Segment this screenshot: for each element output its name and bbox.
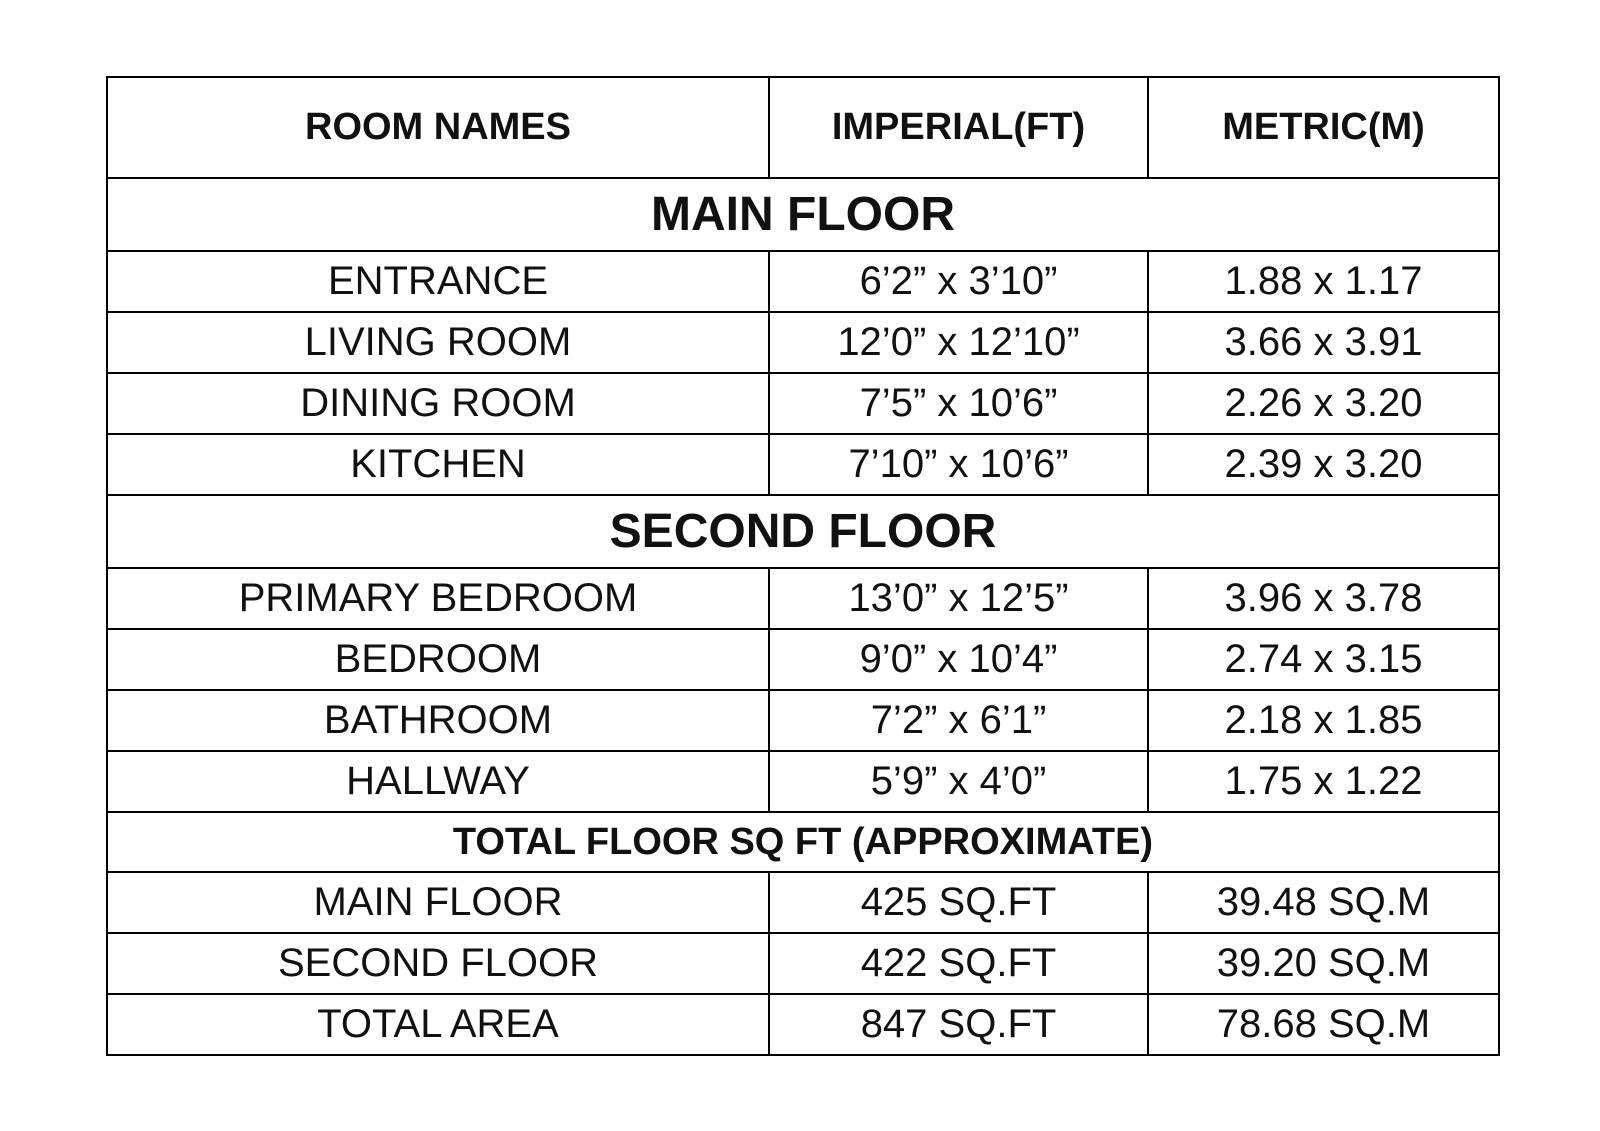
room-imperial: 12’0” x 12’10” <box>769 312 1148 373</box>
header-imperial: IMPERIAL(FT) <box>769 77 1148 178</box>
room-imperial: 13’0” x 12’5” <box>769 568 1148 629</box>
room-metric: 2.74 x 3.15 <box>1148 629 1499 690</box>
table-row <box>107 568 1499 629</box>
table-row <box>107 872 1499 933</box>
section-totals <box>107 812 1499 872</box>
table-row <box>107 751 1499 812</box>
table-row <box>107 251 1499 312</box>
table-row <box>107 933 1499 994</box>
table-header-row <box>107 77 1499 178</box>
room-metric: 2.26 x 3.20 <box>1148 373 1499 434</box>
room-name: KITCHEN <box>107 434 769 495</box>
total-metric: 78.68 SQ.M <box>1148 994 1499 1055</box>
room-metric: 1.88 x 1.17 <box>1148 251 1499 312</box>
total-name: SECOND FLOOR <box>107 933 769 994</box>
room-metric: 2.39 x 3.20 <box>1148 434 1499 495</box>
room-name: HALLWAY <box>107 751 769 812</box>
room-imperial: 6’2” x 3’10” <box>769 251 1148 312</box>
room-name: BEDROOM <box>107 629 769 690</box>
room-metric: 3.96 x 3.78 <box>1148 568 1499 629</box>
room-imperial: 7’2” x 6’1” <box>769 690 1148 751</box>
room-dimensions-table <box>106 76 1500 1056</box>
room-metric: 2.18 x 1.85 <box>1148 690 1499 751</box>
room-name: DINING ROOM <box>107 373 769 434</box>
room-name: PRIMARY BEDROOM <box>107 568 769 629</box>
section-title-main-floor: MAIN FLOOR <box>107 178 1499 251</box>
table-row <box>107 373 1499 434</box>
room-metric: 3.66 x 3.91 <box>1148 312 1499 373</box>
total-name: TOTAL AREA <box>107 994 769 1055</box>
section-title-second-floor: SECOND FLOOR <box>107 495 1499 568</box>
room-imperial: 9’0” x 10’4” <box>769 629 1148 690</box>
room-metric: 1.75 x 1.22 <box>1148 751 1499 812</box>
section-main-floor <box>107 178 1499 251</box>
total-metric: 39.20 SQ.M <box>1148 933 1499 994</box>
header-room-names: ROOM NAMES <box>107 77 769 178</box>
header-metric: METRIC(M) <box>1148 77 1499 178</box>
table-row <box>107 434 1499 495</box>
section-title-totals: TOTAL FLOOR SQ FT (APPROXIMATE) <box>107 812 1499 872</box>
room-imperial: 7’5” x 10’6” <box>769 373 1148 434</box>
table-row <box>107 994 1499 1055</box>
table-row <box>107 690 1499 751</box>
room-name: ENTRANCE <box>107 251 769 312</box>
table-row <box>107 629 1499 690</box>
section-second-floor <box>107 495 1499 568</box>
total-metric: 39.48 SQ.M <box>1148 872 1499 933</box>
total-imperial: 847 SQ.FT <box>769 994 1148 1055</box>
total-imperial: 422 SQ.FT <box>769 933 1148 994</box>
room-imperial: 5’9” x 4’0” <box>769 751 1148 812</box>
room-imperial: 7’10” x 10’6” <box>769 434 1148 495</box>
room-name: BATHROOM <box>107 690 769 751</box>
total-imperial: 425 SQ.FT <box>769 872 1148 933</box>
total-name: MAIN FLOOR <box>107 872 769 933</box>
table-row <box>107 312 1499 373</box>
room-name: LIVING ROOM <box>107 312 769 373</box>
